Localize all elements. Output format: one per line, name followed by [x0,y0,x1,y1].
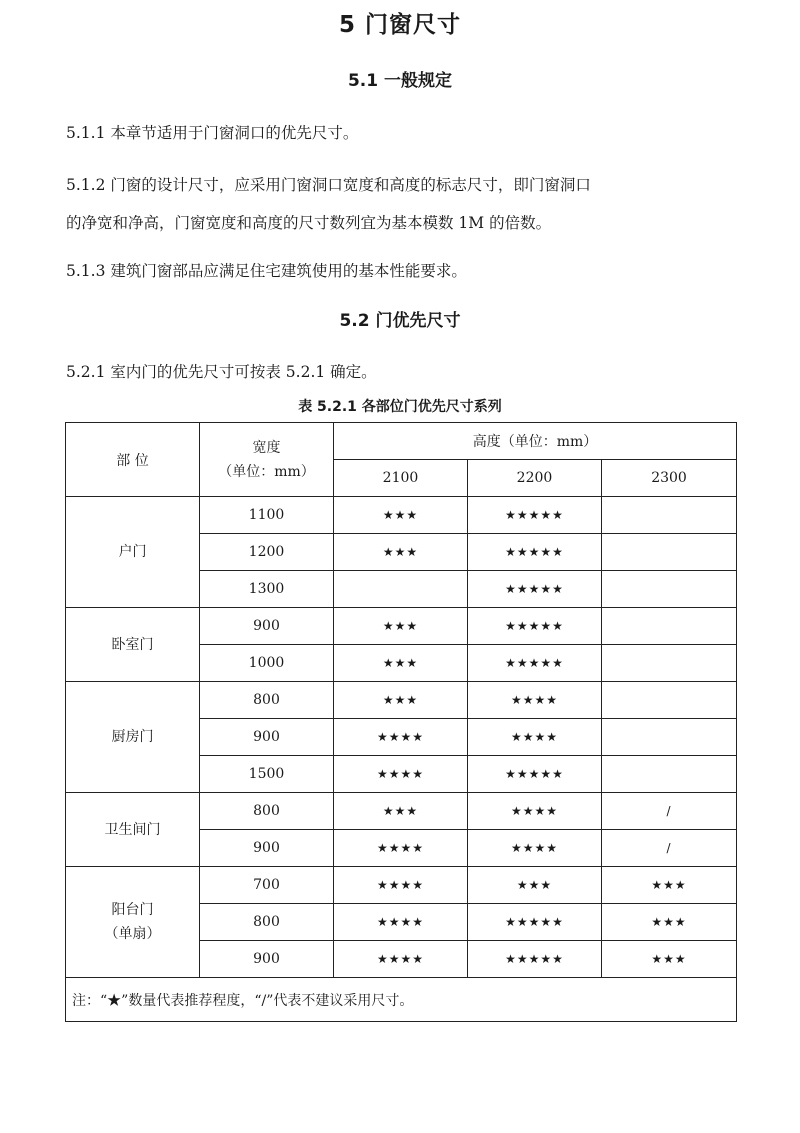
location-cell [66,497,200,608]
recommendation-cell: ★★★★★ [468,534,602,571]
paragraph-line: 5.2.1 室内门的优先尺寸可按表 5.2.1 确定。 [66,363,377,381]
recommendation-cell [334,571,468,608]
recommendation-cell: ★★★ [334,793,468,830]
paragraph-5-1-3 [66,252,756,290]
recommendation-cell: ★★★★★ [468,571,602,608]
location-cell [66,608,200,682]
section-title-door-sizes: 5.2 门优先尺寸 [339,311,461,331]
section-title-general: 5.1 一般规定 [347,71,453,91]
width-cell: 1500 [200,756,334,793]
recommendation-cell: ★★★★ [468,682,602,719]
location-label: 厨房门 [111,729,154,745]
recommendation-cell: ★★★★ [468,793,602,830]
width-cell: 1300 [200,571,334,608]
location-label: （单扇） [104,926,161,942]
recommendation-cell [602,571,737,608]
table-note: 注：“★”数量代表推荐程度，“/”代表不建议采用尺寸。 [66,978,737,1022]
recommendation-cell: ★★★★★ [468,756,602,793]
location-label: 卧室门 [111,636,154,653]
width-cell: 900 [200,608,334,645]
recommendation-cell: ★★★★ [468,719,602,756]
width-cell: 1200 [200,534,334,571]
width-cell: 700 [200,867,334,904]
recommendation-cell: ★★★★★ [468,941,602,978]
recommendation-cell: ★★★★★ [468,608,602,645]
recommendation-cell: ★★★ [334,645,468,682]
recommendation-cell: ★★★ [334,534,468,571]
recommendation-cell [602,534,737,571]
door-size-table [65,422,737,1022]
recommendation-cell: ★★★★ [334,830,468,867]
width-cell: 800 [200,904,334,941]
recommendation-cell: ★★★★ [334,867,468,904]
width-cell: 1100 [200,497,334,534]
width-cell: 1000 [200,645,334,682]
location-cell [66,793,200,867]
recommendation-cell: ★★★ [468,867,602,904]
recommendation-cell: ★★★★ [334,941,468,978]
table-row [66,867,737,904]
width-cell: 900 [200,830,334,867]
width-cell: 900 [200,941,334,978]
height-group-header: 高度（单位：mm） [334,423,737,460]
recommendation-cell [602,756,737,793]
location-header: 部 位 [66,423,200,497]
recommendation-cell: ★★★★ [334,756,468,793]
recommendation-cell [602,608,737,645]
width-cell: 900 [200,719,334,756]
table-row [66,608,737,645]
recommendation-cell: ★★★★★ [468,497,602,534]
recommendation-cell [602,719,737,756]
recommendation-cell: / [602,793,737,830]
recommendation-cell: ★★★★ [468,830,602,867]
recommendation-cell: ★★★ [334,497,468,534]
location-cell [66,867,200,978]
table-body [66,497,737,978]
paragraph-5-2-1 [66,353,756,391]
height-2100-header: 2100 [334,460,468,497]
paragraph-line: 的净宽和净高，门窗宽度和高度的尺寸数列宜为基本模数 1M 的倍数。 [66,214,552,232]
location-label: 户门 [118,544,147,560]
recommendation-cell [602,682,737,719]
recommendation-cell: ★★★★ [334,904,468,941]
table-row [66,682,737,719]
recommendation-cell: ★★★ [602,904,737,941]
width-cell: 800 [200,682,334,719]
paragraph-line: 5.1.1 本章节适用于门窗洞口的优先尺寸。 [66,124,359,142]
paragraph-line: 5.1.3 建筑门窗部品应满足住宅建筑使用的基本性能要求。 [66,262,467,280]
recommendation-cell: ★★★ [602,867,737,904]
recommendation-cell: ★★★ [334,682,468,719]
height-2300-header: 2300 [602,460,737,497]
recommendation-cell: ★★★★★ [468,645,602,682]
chapter-title: 5 门窗尺寸 [338,12,461,38]
recommendation-cell: ★★★ [334,608,468,645]
location-cell [66,682,200,793]
table-row [66,497,737,534]
table-caption: 表 5.2.1 各部位门优先尺寸系列 [298,399,502,415]
location-label: 阳台门 [111,902,154,918]
recommendation-cell [602,497,737,534]
width-cell: 800 [200,793,334,830]
width-header: 宽度 （单位：mm） [200,423,334,497]
recommendation-cell: ★★★★★ [468,904,602,941]
recommendation-cell: / [602,830,737,867]
table-row [66,793,737,830]
location-label: 卫生间门 [104,821,161,838]
recommendation-cell: ★★★ [602,941,737,978]
recommendation-cell: ★★★★ [334,719,468,756]
paragraph-5-1-1 [66,114,756,152]
recommendation-cell [602,645,737,682]
paragraph-line: 5.1.2 门窗的设计尺寸，应采用门窗洞口宽度和高度的标志尺寸，即门窗洞口 [66,176,591,194]
paragraph-5-1-2 [66,166,756,242]
height-2200-header: 2200 [468,460,602,497]
